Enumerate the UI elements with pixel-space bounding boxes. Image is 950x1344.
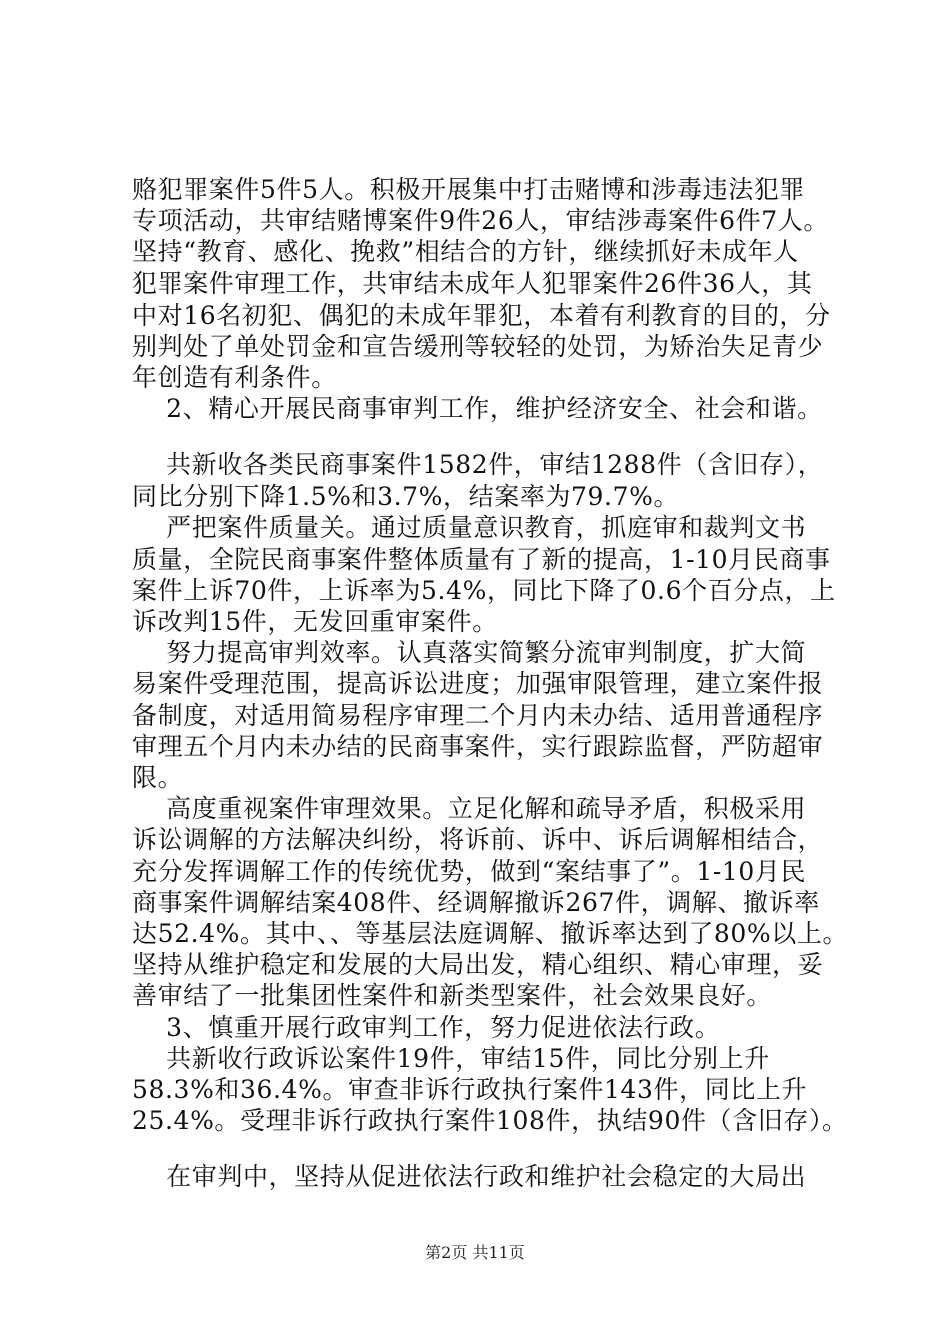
body-text-line: 25.4%。受理非诉行政执行案件108件，执结90件（含旧存）。 xyxy=(132,1106,848,1135)
body-text-line: 案件上诉70件，上诉率为5.4%，同比下降了0.6个百分点，上 xyxy=(132,576,836,605)
body-text-line: 赂犯罪案件5件5人。积极开展集中打击赌博和涉毒违法犯罪 xyxy=(132,175,806,204)
body-text-line: 达52.4%。其中、、等基层法庭调解、撤诉率达到了80%以上。 xyxy=(132,919,849,948)
page-number-footer: 第2页 共11页 xyxy=(425,1243,525,1262)
body-text-line: 限。 xyxy=(132,763,184,792)
body-text-line: 易案件受理范围，提高诉讼进度；加强审限管理，建立案件报 xyxy=(132,669,824,698)
body-text-line: 备制度，对适用简易程序审理二个月内未办结、适用普通程序 xyxy=(132,701,824,730)
body-text-line: 同比分别下降1.5%和3.7%，结案率为79.7%。 xyxy=(132,482,680,511)
body-text-line: 58.3%和36.4%。审查非诉行政执行案件143件，同比上升 xyxy=(132,1075,808,1104)
paragraph-start: 努力提高审判效率。认真落实简繁分流审判制度，扩大简 xyxy=(132,638,807,667)
body-text-line: 审理五个月内未办结的民商事案件，实行跟踪监督，严防超审 xyxy=(132,732,824,761)
body-text-line: 别判处了单处罚金和宣告缓刑等较轻的处罚，为矫治失足青少 xyxy=(132,332,824,361)
paragraph-start: 共新收各类民商事案件1582件，审结1288件（含旧存）， xyxy=(132,450,824,479)
body-text-line: 充分发挥调解工作的传统优势，做到“案结事了”。1-10月民 xyxy=(132,857,807,886)
section-heading: 2、精心开展民商事审判工作，维护经济安全、社会和谐。 xyxy=(132,394,823,423)
body-text-line: 中对16名初犯、偶犯的未成年罪犯，本着有利教育的目的，分 xyxy=(132,301,831,330)
body-text-line: 质量，全院民商事案件整体质量有了新的提高，1-10月民商事 xyxy=(132,545,831,574)
body-text-line: 诉讼调解的方法解决纠纷，将诉前、诉中、诉后调解相结合， xyxy=(132,825,824,854)
section-heading: 3、慎重开展行政审判工作，努力促进依法行政。 xyxy=(132,1013,721,1042)
body-text-line: 犯罪案件审理工作，共审结未成年人犯罪案件26件36人，其 xyxy=(132,269,813,298)
body-text-line: 诉改判15件，无发回重审案件。 xyxy=(132,607,498,636)
paragraph-start: 高度重视案件审理效果。立足化解和疏导矛盾，积极采用 xyxy=(132,794,807,823)
body-text-line: 商事案件调解结案408件、经调解撤诉267件，调解、撤诉率 xyxy=(132,888,820,917)
body-text-line: 善审结了一批集团性案件和新类型案件，社会效果良好。 xyxy=(132,981,773,1010)
paragraph-start: 共新收行政诉讼案件19件，审结15件，同比分别上升 xyxy=(132,1044,770,1073)
body-text-line: 坚持从维护稳定和发展的大局出发，精心组织、精心审理，妥 xyxy=(132,950,824,979)
body-text-line: 坚持“教育、感化、挽救”相结合的方针，继续抓好未成年人 xyxy=(132,237,799,266)
paragraph-start: 在审判中，坚持从促进依法行政和维护社会稳定的大局出 xyxy=(132,1162,807,1191)
body-text-line: 年创造有利条件。 xyxy=(132,363,337,392)
body-text-line: 专项活动，共审结赌博案件9件26人，审结涉毒案件6件7人。 xyxy=(132,206,829,235)
paragraph-start: 严把案件质量关。通过质量意识教育，抓庭审和裁判文书 xyxy=(132,513,807,542)
